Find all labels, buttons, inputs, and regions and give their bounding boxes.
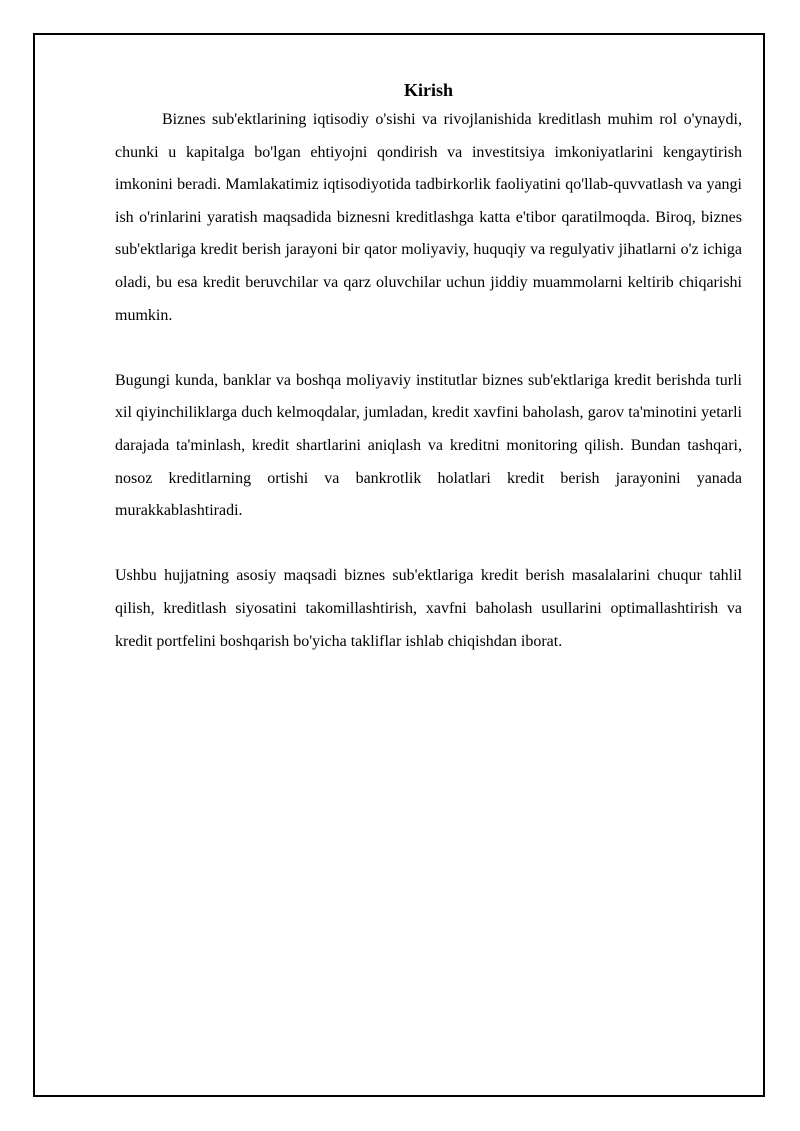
- paragraph-spacer: [115, 332, 742, 365]
- paragraph-purpose: Ushbu hujjatning asosiy maqsadi biznes sub'ektlariga kredit berish masalalarini chuqur tahlil qilish, kreditlash siyosatini takomillashtirish, xavfni baholash usullarini optimallashtirish va kredit portfelini boshqarish bo'yicha takliflar ishlab chiqishdan iborat.: [115, 567, 742, 650]
- paragraph-challenges: Bugungi kunda, banklar va boshqa moliyaviy institutlar biznes sub'ektlariga kredit berishda turli xil qiyinchiliklarga duch kelmoqdalar, jumladan, kredit xavfini baholash, garov ta'minotini yetarli darajada ta'minlash, kredit shartlarini aniqlash va kreditni monitoring qilish. Bundan tashqari, nosoz kreditlarning ortishi va bankrotlik holatlari kredit berish jarayonini yanada murakkablashtiradi.: [115, 371, 742, 520]
- document-title: Kirish: [403, 80, 453, 100]
- document-body: [115, 76, 742, 658]
- paragraph-intro: Biznes sub'ektlarining iqtisodiy o'sishi va rivojlanishida kreditlash muhim rol o'ynaydi, chunki u kapitalga bo'lgan ehtiyojni qondirish va investitsiya imkoniyatlarini kengaytirish imkonini beradi. Mamlakatimiz iqtisodiyotida tadbirkorlik faoliyatini qo'llab-quvvatlash va yangi ish o'rinlarini yaratish maqsadida biznesni kreditlashga katta e'tibor qaratilmoqda. Biroq, biznes sub'ektlariga kredit berish jarayoni bir qator moliyaviy, huquqiy va regulyativ jihatlarni o'z ichiga oladi, bu esa kredit beruvchilar va qarz oluvchilar uchun jiddiy muammolarni keltirib chiqarishi mumkin.: [115, 111, 742, 324]
- paragraph-spacer: [115, 528, 742, 561]
